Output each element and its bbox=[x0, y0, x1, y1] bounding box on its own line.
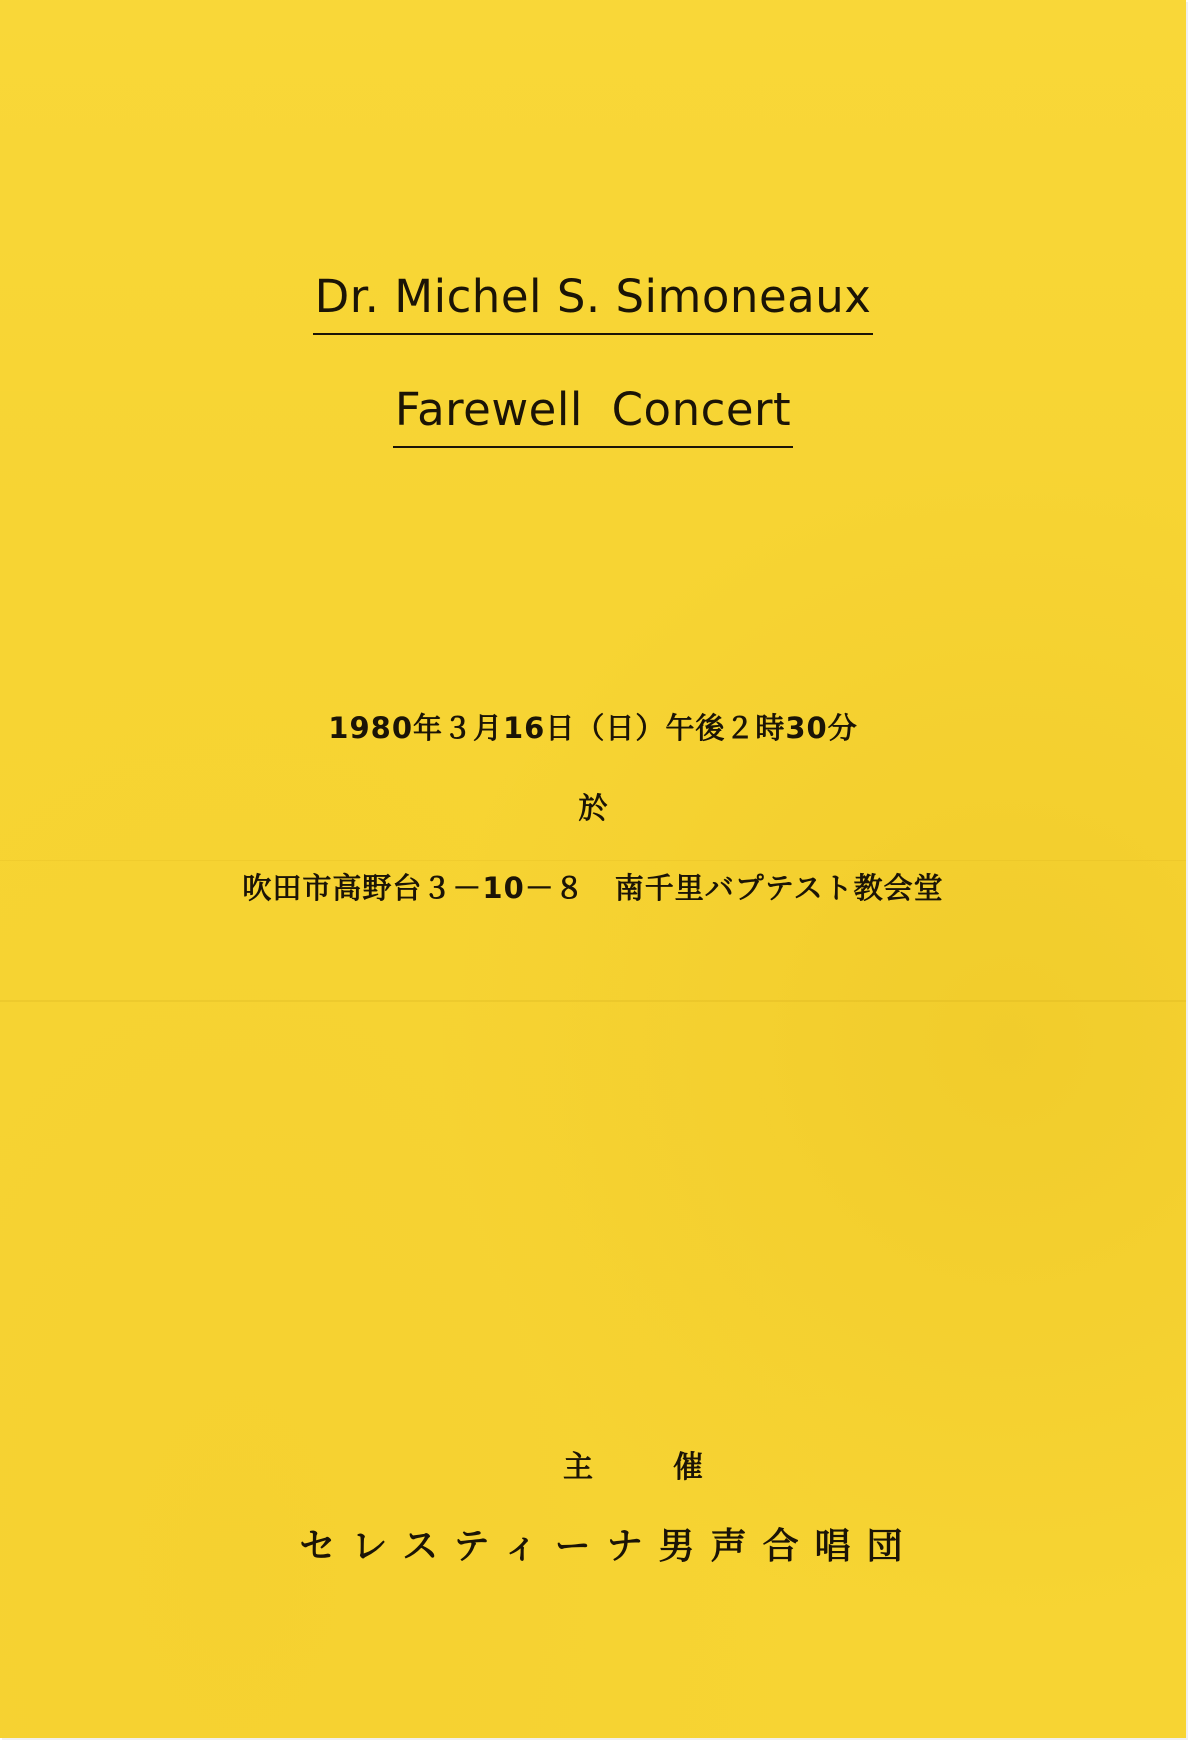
event-venue: 吹田市高野台３－10－８ 南千里バプテスト教会堂 bbox=[242, 871, 944, 905]
event-at: 於 bbox=[578, 791, 608, 825]
paper-crease bbox=[0, 1000, 1186, 1002]
organizer-label: 主催 bbox=[563, 1450, 783, 1485]
paper-crease bbox=[0, 860, 1186, 861]
title-concert-text: Farewell Concert bbox=[393, 383, 793, 448]
organizer-name: セレスティーナ男声合唱団 bbox=[299, 1526, 919, 1567]
title-performer bbox=[0, 270, 1186, 335]
title-performer-text: Dr. Michel S. Simoneaux bbox=[313, 270, 874, 335]
title-concert bbox=[0, 383, 1186, 448]
event-datetime: 1980年３月16日（日）午後２時30分 bbox=[328, 711, 858, 745]
